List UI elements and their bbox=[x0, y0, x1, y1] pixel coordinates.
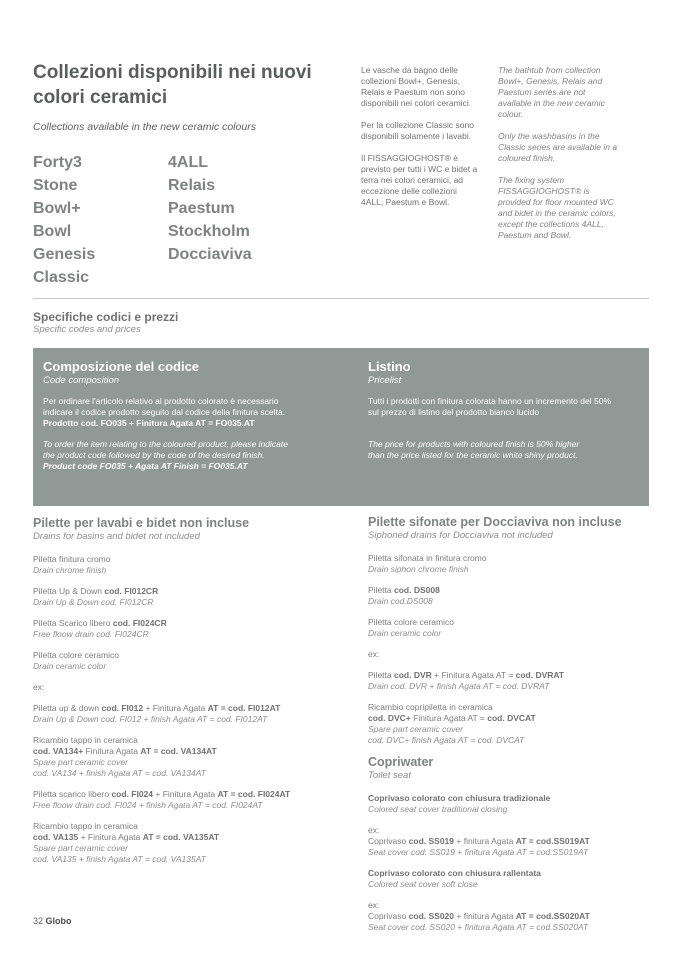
collection-name: Classic bbox=[33, 269, 90, 286]
collection-name: Bowl+ bbox=[33, 200, 81, 217]
list-item: Ricambio copripiletta in ceramica cod. DVC+ Finitura Agata AT = cod. DVCAT Spare part ceramic cover cod. DVC+ finish Agata AT = cod. DVCAT bbox=[368, 702, 536, 745]
note-paragraph: Only the washbasins in the Classic series are available in a coloured finish. bbox=[498, 131, 618, 163]
toilet-seat-subtitle: Toilet seat bbox=[368, 770, 411, 781]
list-item: Piletta finitura cromo Drain chrome finish bbox=[33, 554, 111, 575]
example-label: ex: bbox=[33, 682, 45, 692]
collection-name: Stockholm bbox=[168, 223, 250, 240]
note-paragraph: Le vasche da bagno delle collezioni Bowl+, Genesis, Relais e Paestum non sono disponibili nei colori ceramici. bbox=[361, 65, 472, 108]
page-subtitle: Collections available in the new ceramic colours bbox=[33, 121, 256, 133]
docciaviva-drains-subtitle: Siphoned drains for Docciaviva not included bbox=[368, 530, 553, 541]
list-item: Coprivaso colorato con chiusura rallentata Colored seat cover soft close bbox=[368, 868, 541, 889]
code-composition-text-en: To order the item relating to the coloured product, please indicate the product code followed by the code of the desired finish. bbox=[43, 439, 288, 460]
pricelist bbox=[368, 359, 618, 461]
toilet-seat-title: Copriwater bbox=[368, 755, 434, 769]
collection-name: 4ALL bbox=[168, 154, 208, 171]
collection-name: Paestum bbox=[168, 200, 235, 217]
pricelist-text-en: The price for products with coloured finish is 50% higher than the price listed for the ceramic white shiny product. bbox=[368, 439, 580, 460]
list-item: Piletta scarico libero cod. FI024 + Finitura Agata AT = cod. FI024AT Free floow drain cod. FI024 + finish Agata AT = cod. FI024AT bbox=[33, 789, 291, 810]
code-composition-subtitle: Code composition bbox=[43, 375, 120, 386]
docciaviva-drains-section bbox=[368, 515, 658, 933]
note-paragraph: The fixing system FISSAGGIOGHOST® is provided for floor mounted WC and bidet in the ceramic colors, except the collections 4ALL, Paestum and Bowl. bbox=[498, 175, 616, 240]
list-item: Piletta Up & Down cod. FI012CR Drain Up & Down cod. FI012CR bbox=[33, 586, 159, 607]
example-label: ex: bbox=[368, 649, 380, 659]
collection-name: Forty3 bbox=[33, 154, 82, 171]
drains-basins-section bbox=[33, 516, 343, 865]
pricelist-title: Listino bbox=[368, 359, 411, 374]
list-item: Ricambio tappo in ceramica cod. VA134+ Finitura Agata AT = cod. VA134AT Spare part ceramic cover cod. VA134 + finish Agata AT = cod. VA134AT bbox=[33, 735, 217, 778]
note-paragraph: Il FISSAGGIOGHOST® è previsto per tutti i WC e bidet a terra nei colori ceramici, ad eccezione delle collezioni 4ALL, Paestum e Bowl. bbox=[361, 153, 478, 207]
code-composition-example-en: Product code FO035 + Agata AT Finish = FO035.AT bbox=[43, 461, 248, 471]
page-number: 32 bbox=[33, 916, 44, 926]
collections-left bbox=[33, 151, 163, 289]
list-item: Coprivaso colorato con chiusura tradizionale Colored seat cover traditional closing bbox=[368, 793, 551, 814]
list-item: ex: Coprivaso cod. SS020 + finitura Agata AT = cod.SS020AT Seat cover cod. SS020 + finitura Agata AT = cod.SS020AT bbox=[368, 900, 590, 932]
notes-italian bbox=[361, 65, 479, 219]
page-title: Collezioni disponibili nei nuovi colori ceramici bbox=[33, 62, 312, 108]
section-divider bbox=[33, 298, 649, 299]
pricelist-text-it: Tutti i prodotti con finitura colorata hanno un incremento del 50% sul prezzo di listino del prodotto bianco lucido bbox=[368, 396, 612, 417]
drains-basins-subtitle: Drains for basins and bidet not included bbox=[33, 531, 200, 542]
drains-basins-title: Pilette per lavabi e bidet non incluse bbox=[33, 516, 250, 530]
collection-name: Bowl bbox=[33, 223, 72, 240]
note-paragraph: Per la collezione Classic sono disponibili solamente i lavabi. bbox=[361, 120, 474, 141]
collection-name: Genesis bbox=[33, 246, 96, 263]
list-item: Piletta cod. DS008 Drain cod.DS008 bbox=[368, 585, 440, 606]
note-paragraph: The bathtub from collection Bowl+, Genesis, Relais and Paestum series are not available in the new ceramic colour. bbox=[498, 65, 605, 119]
info-band bbox=[33, 348, 649, 506]
docciaviva-drains-title: Pilette sifonate per Docciaviva non incluse bbox=[368, 515, 622, 529]
list-item: Piletta colore ceramico Drain ceramic color bbox=[368, 617, 454, 638]
code-composition-example-it: Prodotto cod. FO035 + Finitura Agata AT = FO035.AT bbox=[43, 418, 255, 428]
code-composition bbox=[43, 359, 288, 472]
list-item: ex: Coprivaso cod. SS019 + finitura Agata AT = cod.SS019AT Seat cover cod. SS019 + finitura Agata AT = cod.SS019AT bbox=[368, 825, 590, 857]
list-item: Piletta colore ceramico Drain ceramic color bbox=[33, 650, 119, 671]
collection-name: Stone bbox=[33, 177, 78, 194]
specs-heading bbox=[33, 310, 178, 335]
brand-name: Globo bbox=[45, 916, 72, 926]
list-item: Piletta up & down cod. FI012 + Finitura Agata AT = cod. FI012AT Drain Up & Down cod. FI012 + finish Agata AT = cod. FI012AT bbox=[33, 703, 281, 724]
pricelist-subtitle: Pricelist bbox=[368, 375, 402, 386]
code-composition-title: Composizione del codice bbox=[43, 359, 200, 374]
collections-right bbox=[168, 151, 318, 266]
collection-name: Relais bbox=[168, 177, 216, 194]
list-item: Piletta sifonata in finitura cromo Drain siphon chrome finish bbox=[368, 553, 487, 574]
list-item: Piletta Scarico libero cod. FI024CR Free floow drain cod. FI024CR bbox=[33, 618, 167, 639]
list-item: Ricambio tappo in ceramica cod. VA135 + Finitura Agata AT = cod. VA135AT Spare part ceramic cover cod. VA135 + finish Agata AT = cod. VA135AT bbox=[33, 821, 220, 864]
code-composition-text-it: Per ordinare l'articolo relativo al prodotto colorato è necessario indicare il codice prodotto seguito dal codice della finitura scelta. bbox=[43, 396, 285, 417]
collection-name: Docciaviva bbox=[168, 246, 252, 263]
list-item: Piletta cod. DVR + Finitura Agata AT = cod. DVRAT Drain cod. DVR + finish Agata AT = cod. DVRAT bbox=[368, 670, 565, 691]
page-footer bbox=[33, 916, 72, 926]
notes-english bbox=[498, 65, 618, 252]
specs-subtitle: Specific codes and prices bbox=[33, 324, 141, 335]
specs-title: Specifiche codici e prezzi bbox=[33, 310, 179, 324]
